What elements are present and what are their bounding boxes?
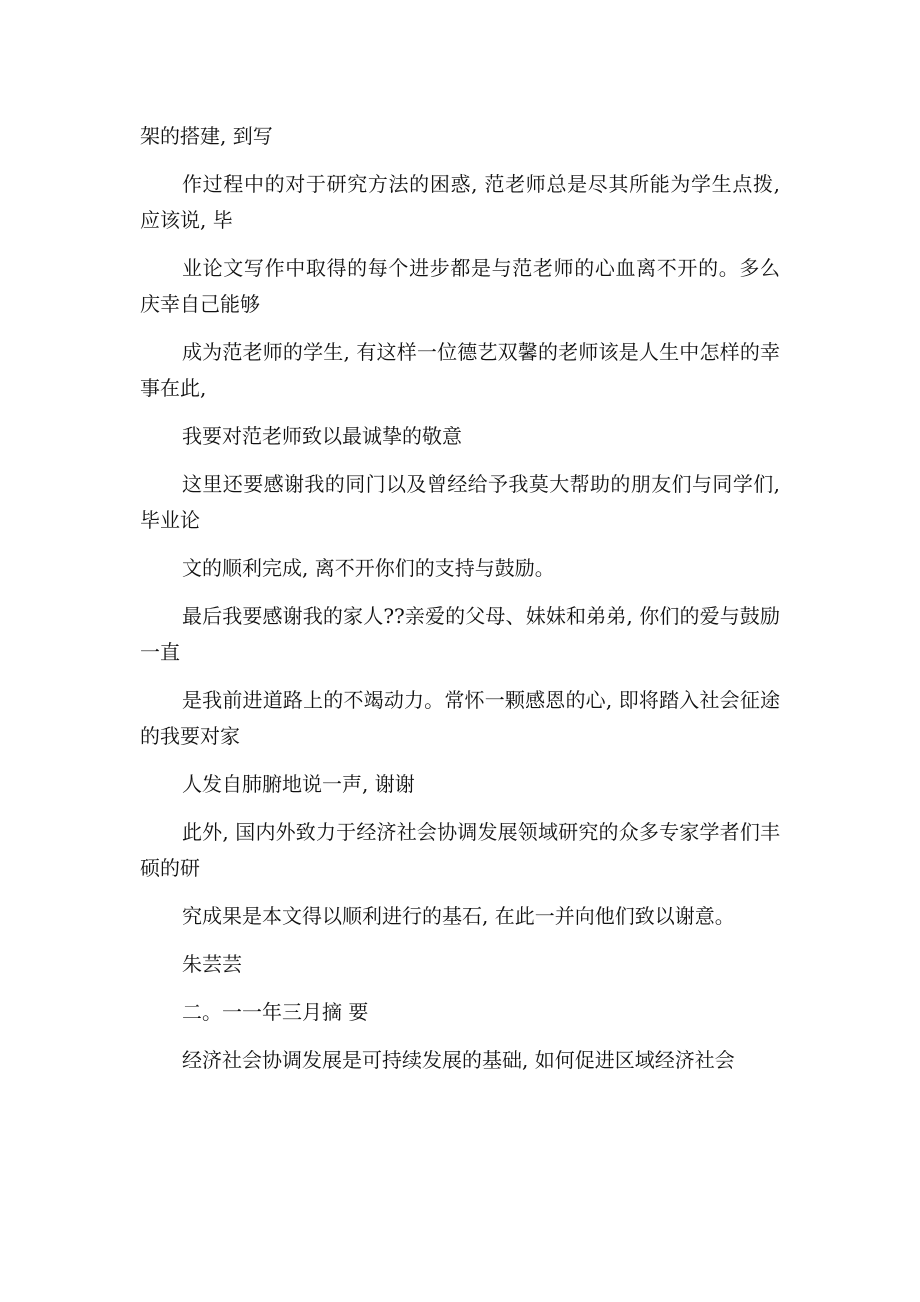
signature-name: 朱芸芸 [182,952,242,976]
paragraph-11: 此外, 国内外致力于经济社会协调发展领域研究的众多专家学者们丰硕的研 [140,820,780,880]
date-and-abstract-heading: 二。一一年三月摘 要 [182,1000,369,1024]
paragraph-2: 作过程中的对于研究方法的困惑, 范老师总是尽其所能为学生点拨, 应该说, 毕 [140,172,780,232]
paragraph-9: 是我前进道路上的不竭动力。常怀一颗感恩的心, 即将踏入社会征途的我要对家 [140,688,780,748]
abstract-paragraph: 经济社会协调发展是可持续发展的基础, 如何促进区域经济社会 [182,1048,735,1072]
paragraph-5: 我要对范老师致以最诚挚的敬意 [182,424,462,448]
paragraph-6: 这里还要感谢我的同门以及曾经给予我莫大帮助的朋友们与同学们, 毕业论 [140,472,780,532]
document-body [140,118,780,1090]
paragraph-7: 文的顺利完成, 离不开你们的支持与鼓励。 [182,556,555,580]
paragraph-4: 成为范老师的学生, 有这样一位德艺双馨的老师该是人生中怎样的幸事在此, [140,340,780,400]
paragraph-8: 最后我要感谢我的家人??亲爱的父母、妹妹和弟弟, 你们的爱与鼓励一直 [140,604,780,664]
paragraph-12: 究成果是本文得以顺利进行的基石, 在此一并向他们致以谢意。 [182,904,735,928]
paragraph-10: 人发自肺腑地说一声, 谢谢 [182,772,415,796]
paragraph-1: 架的搭建, 到写 [140,124,273,148]
paragraph-3: 业论文写作中取得的每个进步都是与范老师的心血离不开的。多么庆幸自己能够 [140,256,780,316]
